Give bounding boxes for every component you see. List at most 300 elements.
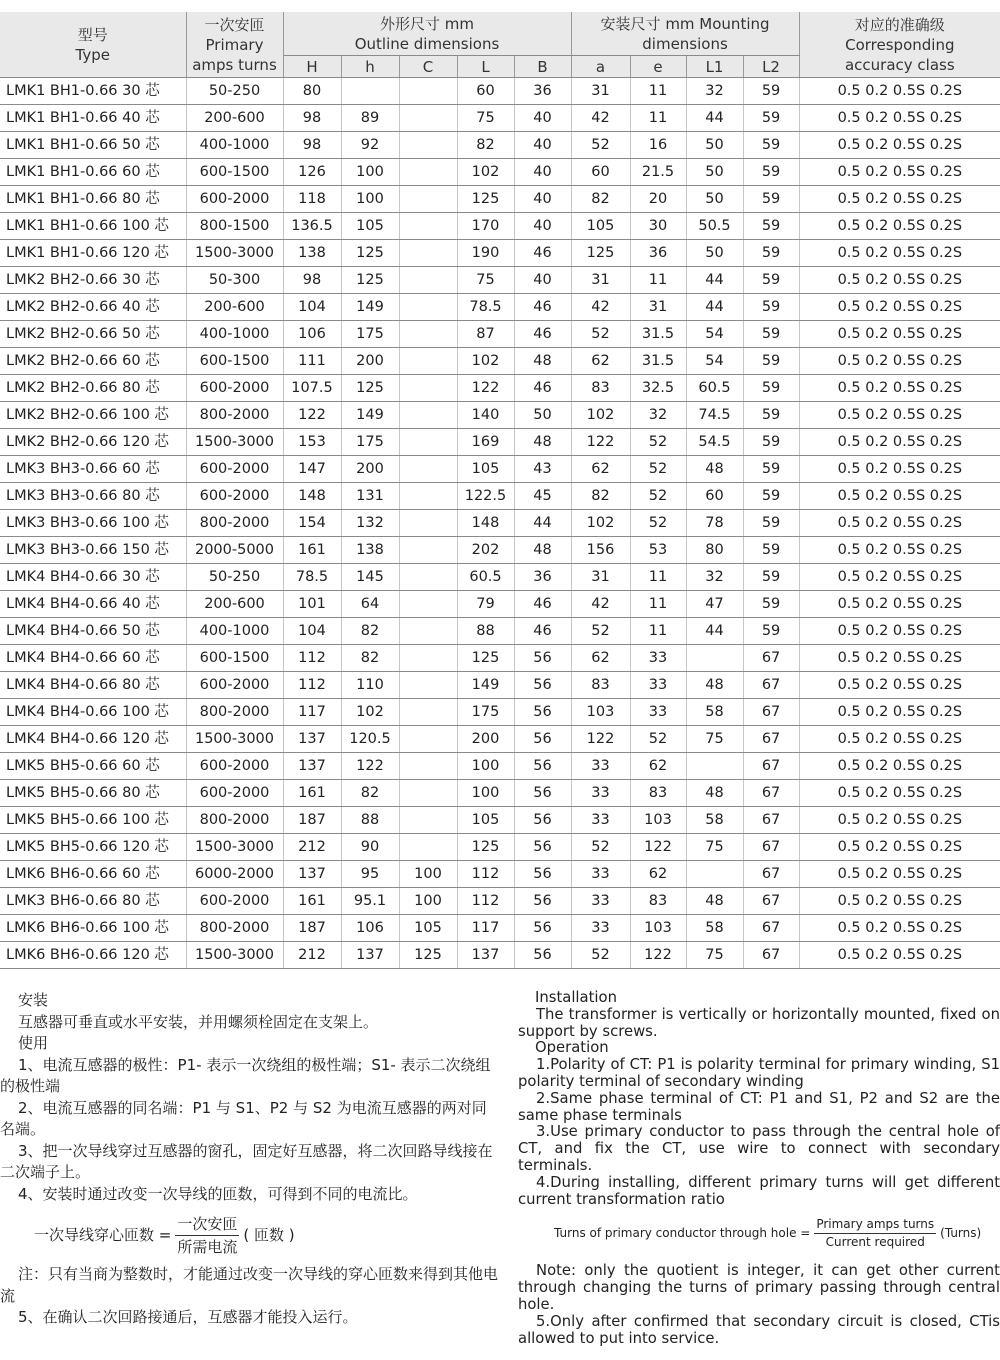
cell-C: 125 bbox=[399, 942, 457, 969]
cell-H: 137 bbox=[283, 861, 341, 888]
table-row bbox=[0, 645, 1000, 672]
cell-e: 20 bbox=[630, 186, 686, 213]
cell-type: LMK6 BH6-0.66 120 芯 bbox=[0, 942, 186, 969]
table-row bbox=[0, 105, 1000, 132]
cell-L1: 50 bbox=[686, 132, 743, 159]
cell-e: 122 bbox=[630, 942, 686, 969]
cell-primary-amps: 1500-3000 bbox=[186, 942, 283, 969]
cell-a: 62 bbox=[571, 348, 630, 375]
cell-L: 200 bbox=[457, 726, 514, 753]
formula-fraction-en bbox=[814, 1216, 936, 1251]
cell-a: 60 bbox=[571, 159, 630, 186]
cell-primary-amps: 600-2000 bbox=[186, 483, 283, 510]
cell-L2: 59 bbox=[743, 348, 799, 375]
cell-type: LMK1 BH1-0.66 40 芯 bbox=[0, 105, 186, 132]
note-en: Note: only the quotient is integer, it can get other current through changing the turns of primary passing through central hole. bbox=[518, 1262, 1000, 1313]
cell-e: 30 bbox=[630, 213, 686, 240]
cell-B: 56 bbox=[514, 834, 571, 861]
cell-a: 33 bbox=[571, 861, 630, 888]
table-row bbox=[0, 402, 1000, 429]
install-title-cn: 安装 bbox=[18, 991, 49, 1009]
cell-a: 31 bbox=[571, 78, 630, 105]
cell-H: 106 bbox=[283, 321, 341, 348]
cell-accuracy-class: 0.5 0.2 0.5S 0.2S bbox=[799, 78, 1000, 105]
table-row bbox=[0, 564, 1000, 591]
cell-C bbox=[399, 78, 457, 105]
cell-C bbox=[399, 105, 457, 132]
cell-H: 104 bbox=[283, 618, 341, 645]
cell-C bbox=[399, 348, 457, 375]
cell-primary-amps: 50-250 bbox=[186, 78, 283, 105]
cell-primary-amps: 200-600 bbox=[186, 294, 283, 321]
table-row bbox=[0, 672, 1000, 699]
cell-a: 62 bbox=[571, 645, 630, 672]
cell-C bbox=[399, 267, 457, 294]
cell-e: 33 bbox=[630, 645, 686, 672]
cell-B: 56 bbox=[514, 888, 571, 915]
cell-L2: 59 bbox=[743, 591, 799, 618]
cell-a: 33 bbox=[571, 888, 630, 915]
cell-primary-amps: 600-1500 bbox=[186, 645, 283, 672]
cell-C bbox=[399, 483, 457, 510]
cell-a: 83 bbox=[571, 672, 630, 699]
cell-C bbox=[399, 159, 457, 186]
cell-type: LMK2 BH2-0.66 40 芯 bbox=[0, 294, 186, 321]
cell-B: 56 bbox=[514, 753, 571, 780]
cell-type: LMK6 BH6-0.66 60 芯 bbox=[0, 861, 186, 888]
cell-L2: 59 bbox=[743, 510, 799, 537]
cell-h: 175 bbox=[341, 321, 399, 348]
header-outline-dimensions: 外形尺寸 mm Outline dimensions bbox=[283, 12, 571, 56]
table-row bbox=[0, 915, 1000, 942]
cell-h: 82 bbox=[341, 618, 399, 645]
cell-e: 11 bbox=[630, 267, 686, 294]
table-row bbox=[0, 321, 1000, 348]
cell-a: 42 bbox=[571, 105, 630, 132]
cell-type: LMK4 BH4-0.66 40 芯 bbox=[0, 591, 186, 618]
cell-L1: 58 bbox=[686, 699, 743, 726]
cell-L: 105 bbox=[457, 456, 514, 483]
notes-english bbox=[518, 990, 1000, 1347]
table-row bbox=[0, 591, 1000, 618]
cell-accuracy-class: 0.5 0.2 0.5S 0.2S bbox=[799, 186, 1000, 213]
cell-accuracy-class: 0.5 0.2 0.5S 0.2S bbox=[799, 753, 1000, 780]
table-row bbox=[0, 807, 1000, 834]
cell-L1: 44 bbox=[686, 618, 743, 645]
cell-L1: 54 bbox=[686, 348, 743, 375]
cell-L: 102 bbox=[457, 159, 514, 186]
cell-e: 11 bbox=[630, 78, 686, 105]
cell-h: 149 bbox=[341, 294, 399, 321]
cell-B: 56 bbox=[514, 672, 571, 699]
cell-B: 56 bbox=[514, 915, 571, 942]
cell-h: 132 bbox=[341, 510, 399, 537]
cell-H: 136.5 bbox=[283, 213, 341, 240]
cell-L: 100 bbox=[457, 753, 514, 780]
cell-B: 40 bbox=[514, 213, 571, 240]
cell-H: 101 bbox=[283, 591, 341, 618]
cell-h: 102 bbox=[341, 699, 399, 726]
cell-L1: 50 bbox=[686, 159, 743, 186]
cell-H: 78.5 bbox=[283, 564, 341, 591]
cell-L1: 80 bbox=[686, 537, 743, 564]
table-row bbox=[0, 753, 1000, 780]
cell-a: 52 bbox=[571, 132, 630, 159]
cell-H: 117 bbox=[283, 699, 341, 726]
cell-accuracy-class: 0.5 0.2 0.5S 0.2S bbox=[799, 105, 1000, 132]
formula-numerator-cn: 一次安匝 bbox=[175, 1213, 239, 1236]
cell-B: 56 bbox=[514, 861, 571, 888]
cell-L1: 48 bbox=[686, 456, 743, 483]
cell-B: 48 bbox=[514, 348, 571, 375]
cell-type: LMK2 BH2-0.66 30 芯 bbox=[0, 267, 186, 294]
cell-a: 42 bbox=[571, 294, 630, 321]
cell-accuracy-class: 0.5 0.2 0.5S 0.2S bbox=[799, 240, 1000, 267]
cell-L: 190 bbox=[457, 240, 514, 267]
cell-a: 82 bbox=[571, 483, 630, 510]
use-item-1-cn: 1、电流互感器的极性：P1- 表示一次绕组的极性端；S1- 表示二次绕组的极性端 bbox=[0, 1055, 491, 1095]
subheader-B: B bbox=[514, 56, 571, 78]
cell-L1: 50.5 bbox=[686, 213, 743, 240]
cell-L2: 67 bbox=[743, 699, 799, 726]
cell-C bbox=[399, 213, 457, 240]
cell-L: 169 bbox=[457, 429, 514, 456]
cell-L1: 48 bbox=[686, 888, 743, 915]
cell-C: 100 bbox=[399, 888, 457, 915]
cell-e: 52 bbox=[630, 510, 686, 537]
cell-L1: 32 bbox=[686, 564, 743, 591]
cell-h: 95 bbox=[341, 861, 399, 888]
cell-L1 bbox=[686, 753, 743, 780]
cell-h: 131 bbox=[341, 483, 399, 510]
cell-L: 105 bbox=[457, 807, 514, 834]
formula-denominator-en: Current required bbox=[825, 1235, 925, 1250]
cell-L: 125 bbox=[457, 834, 514, 861]
table-row bbox=[0, 294, 1000, 321]
cell-accuracy-class: 0.5 0.2 0.5S 0.2S bbox=[799, 402, 1000, 429]
cell-H: 107.5 bbox=[283, 375, 341, 402]
cell-L: 149 bbox=[457, 672, 514, 699]
cell-C bbox=[399, 456, 457, 483]
cell-L2: 59 bbox=[743, 402, 799, 429]
cell-H: 212 bbox=[283, 942, 341, 969]
cell-H: 98 bbox=[283, 132, 341, 159]
cell-accuracy-class: 0.5 0.2 0.5S 0.2S bbox=[799, 942, 1000, 969]
cell-e: 32.5 bbox=[630, 375, 686, 402]
cell-e: 52 bbox=[630, 726, 686, 753]
cell-L: 60 bbox=[457, 78, 514, 105]
cell-accuracy-class: 0.5 0.2 0.5S 0.2S bbox=[799, 861, 1000, 888]
cell-type: LMK5 BH5-0.66 80 芯 bbox=[0, 780, 186, 807]
cell-e: 11 bbox=[630, 618, 686, 645]
cell-e: 52 bbox=[630, 429, 686, 456]
table-row bbox=[0, 456, 1000, 483]
formula-unit-cn: ( 匝数 ) bbox=[243, 1225, 295, 1244]
cell-a: 52 bbox=[571, 942, 630, 969]
table-row bbox=[0, 483, 1000, 510]
cell-h: 175 bbox=[341, 429, 399, 456]
cell-B: 40 bbox=[514, 186, 571, 213]
cell-primary-amps: 1500-3000 bbox=[186, 240, 283, 267]
cell-primary-amps: 800-2000 bbox=[186, 402, 283, 429]
cell-accuracy-class: 0.5 0.2 0.5S 0.2S bbox=[799, 537, 1000, 564]
cell-C bbox=[399, 753, 457, 780]
cell-B: 40 bbox=[514, 159, 571, 186]
cell-type: LMK1 BH1-0.66 50 芯 bbox=[0, 132, 186, 159]
cell-a: 33 bbox=[571, 915, 630, 942]
cell-L1 bbox=[686, 861, 743, 888]
cell-H: 137 bbox=[283, 726, 341, 753]
cell-primary-amps: 600-2000 bbox=[186, 456, 283, 483]
cell-H: 153 bbox=[283, 429, 341, 456]
cell-a: 42 bbox=[571, 591, 630, 618]
cell-e: 62 bbox=[630, 861, 686, 888]
cell-L: 87 bbox=[457, 321, 514, 348]
cell-H: 98 bbox=[283, 105, 341, 132]
cell-h: 120.5 bbox=[341, 726, 399, 753]
cell-e: 21.5 bbox=[630, 159, 686, 186]
cell-L2: 67 bbox=[743, 888, 799, 915]
cell-accuracy-class: 0.5 0.2 0.5S 0.2S bbox=[799, 213, 1000, 240]
cell-C bbox=[399, 132, 457, 159]
cell-primary-amps: 1500-3000 bbox=[186, 429, 283, 456]
cell-H: 161 bbox=[283, 780, 341, 807]
cell-L1: 50 bbox=[686, 186, 743, 213]
cell-type: LMK5 BH5-0.66 100 芯 bbox=[0, 807, 186, 834]
cell-primary-amps: 600-1500 bbox=[186, 159, 283, 186]
cell-L1: 44 bbox=[686, 105, 743, 132]
cell-primary-amps: 6000-2000 bbox=[186, 861, 283, 888]
cell-h: 110 bbox=[341, 672, 399, 699]
cell-a: 52 bbox=[571, 618, 630, 645]
formula-numerator-en: Primary amps turns bbox=[814, 1216, 936, 1234]
cell-L1: 32 bbox=[686, 78, 743, 105]
cell-C bbox=[399, 564, 457, 591]
cell-a: 83 bbox=[571, 375, 630, 402]
cell-L1: 58 bbox=[686, 915, 743, 942]
cell-type: LMK2 BH2-0.66 100 芯 bbox=[0, 402, 186, 429]
cell-a: 103 bbox=[571, 699, 630, 726]
table-row bbox=[0, 942, 1000, 969]
cell-B: 46 bbox=[514, 591, 571, 618]
cell-a: 122 bbox=[571, 726, 630, 753]
cell-L1: 54.5 bbox=[686, 429, 743, 456]
cell-L: 137 bbox=[457, 942, 514, 969]
table-row bbox=[0, 510, 1000, 537]
cell-H: 187 bbox=[283, 807, 341, 834]
table-row bbox=[0, 213, 1000, 240]
cell-primary-amps: 800-2000 bbox=[186, 807, 283, 834]
cell-B: 40 bbox=[514, 132, 571, 159]
cell-e: 33 bbox=[630, 699, 686, 726]
cell-B: 36 bbox=[514, 78, 571, 105]
cell-C bbox=[399, 645, 457, 672]
cell-type: LMK4 BH4-0.66 50 芯 bbox=[0, 618, 186, 645]
header-type: 型号 Type bbox=[0, 12, 186, 78]
table-row bbox=[0, 429, 1000, 456]
cell-L2: 59 bbox=[743, 159, 799, 186]
cell-B: 48 bbox=[514, 429, 571, 456]
cell-H: 80 bbox=[283, 78, 341, 105]
cell-type: LMK2 BH2-0.66 120 芯 bbox=[0, 429, 186, 456]
cell-type: LMK3 BH3-0.66 150 芯 bbox=[0, 537, 186, 564]
cell-B: 46 bbox=[514, 375, 571, 402]
cell-type: LMK4 BH4-0.66 60 芯 bbox=[0, 645, 186, 672]
table-row bbox=[0, 159, 1000, 186]
cell-primary-amps: 600-2000 bbox=[186, 186, 283, 213]
cell-L2: 59 bbox=[743, 375, 799, 402]
cell-type: LMK3 BH3-0.66 80 芯 bbox=[0, 483, 186, 510]
cell-h bbox=[341, 78, 399, 105]
cell-B: 56 bbox=[514, 807, 571, 834]
cell-a: 31 bbox=[571, 267, 630, 294]
cell-type: LMK2 BH2-0.66 60 芯 bbox=[0, 348, 186, 375]
cell-h: 106 bbox=[341, 915, 399, 942]
note-cn: 注：只有当商为整数时，才能通过改变一次导线的穿心匝数来得到其他电流 bbox=[0, 1265, 499, 1305]
notes-chinese bbox=[0, 990, 500, 1329]
cell-type: LMK2 BH2-0.66 50 芯 bbox=[0, 321, 186, 348]
table-row bbox=[0, 267, 1000, 294]
cell-accuracy-class: 0.5 0.2 0.5S 0.2S bbox=[799, 807, 1000, 834]
table-row bbox=[0, 186, 1000, 213]
cell-type: LMK5 BH5-0.66 120 芯 bbox=[0, 834, 186, 861]
cell-h: 125 bbox=[341, 375, 399, 402]
cell-primary-amps: 800-2000 bbox=[186, 915, 283, 942]
use-item-4-cn: 4、安装时通过改变一次导线的匝数，可得到不同的电流比。 bbox=[18, 1184, 418, 1203]
cell-type: LMK4 BH4-0.66 100 芯 bbox=[0, 699, 186, 726]
cell-L1 bbox=[686, 645, 743, 672]
cell-accuracy-class: 0.5 0.2 0.5S 0.2S bbox=[799, 483, 1000, 510]
cell-H: 118 bbox=[283, 186, 341, 213]
cell-e: 11 bbox=[630, 105, 686, 132]
cell-h: 125 bbox=[341, 267, 399, 294]
cell-B: 56 bbox=[514, 726, 571, 753]
cell-L: 140 bbox=[457, 402, 514, 429]
cell-h: 138 bbox=[341, 537, 399, 564]
cell-B: 50 bbox=[514, 402, 571, 429]
cell-e: 31.5 bbox=[630, 348, 686, 375]
use-item-3-en: 3.Use primary conductor to pass through the central hole of CT, and fix the CT, use wire to connect with secondary terminals. bbox=[518, 1123, 1000, 1174]
cell-accuracy-class: 0.5 0.2 0.5S 0.2S bbox=[799, 834, 1000, 861]
cell-accuracy-class: 0.5 0.2 0.5S 0.2S bbox=[799, 510, 1000, 537]
cell-type: LMK1 BH1-0.66 60 芯 bbox=[0, 159, 186, 186]
cell-L2: 59 bbox=[743, 321, 799, 348]
cell-B: 48 bbox=[514, 537, 571, 564]
cell-L2: 59 bbox=[743, 618, 799, 645]
cell-primary-amps: 800-2000 bbox=[186, 699, 283, 726]
spec-table bbox=[0, 12, 1000, 969]
cell-accuracy-class: 0.5 0.2 0.5S 0.2S bbox=[799, 726, 1000, 753]
cell-e: 122 bbox=[630, 834, 686, 861]
cell-L2: 59 bbox=[743, 213, 799, 240]
cell-type: LMK1 BH1-0.66 120 芯 bbox=[0, 240, 186, 267]
cell-e: 103 bbox=[630, 807, 686, 834]
cell-e: 52 bbox=[630, 456, 686, 483]
formula-left-en: Turns of primary conductor through hole = bbox=[554, 1226, 811, 1241]
cell-C bbox=[399, 672, 457, 699]
use-item-3-cn: 3、把一次导线穿过互感器的窗孔，固定好互感器，将二次回路导线接在二次端子上。 bbox=[0, 1141, 493, 1181]
cell-C: 105 bbox=[399, 915, 457, 942]
cell-L: 88 bbox=[457, 618, 514, 645]
cell-H: 98 bbox=[283, 267, 341, 294]
cell-L2: 67 bbox=[743, 672, 799, 699]
cell-primary-amps: 800-1500 bbox=[186, 213, 283, 240]
cell-a: 33 bbox=[571, 807, 630, 834]
formula-fraction-cn bbox=[175, 1213, 239, 1258]
cell-h: 105 bbox=[341, 213, 399, 240]
subheader-L2: L2 bbox=[743, 56, 799, 78]
cell-L2: 59 bbox=[743, 429, 799, 456]
cell-type: LMK1 BH1-0.66 100 芯 bbox=[0, 213, 186, 240]
cell-L1: 75 bbox=[686, 726, 743, 753]
cell-accuracy-class: 0.5 0.2 0.5S 0.2S bbox=[799, 591, 1000, 618]
header-accuracy-class: 对应的准确级 Corresponding accuracy class bbox=[799, 12, 1000, 78]
table-row bbox=[0, 78, 1000, 105]
cell-H: 112 bbox=[283, 672, 341, 699]
cell-a: 33 bbox=[571, 753, 630, 780]
cell-h: 89 bbox=[341, 105, 399, 132]
table-row bbox=[0, 861, 1000, 888]
cell-h: 90 bbox=[341, 834, 399, 861]
cell-L2: 59 bbox=[743, 483, 799, 510]
cell-e: 33 bbox=[630, 672, 686, 699]
cell-L2: 67 bbox=[743, 807, 799, 834]
cell-C bbox=[399, 807, 457, 834]
cell-e: 16 bbox=[630, 132, 686, 159]
cell-h: 100 bbox=[341, 159, 399, 186]
cell-primary-amps: 200-600 bbox=[186, 105, 283, 132]
cell-e: 36 bbox=[630, 240, 686, 267]
cell-H: 126 bbox=[283, 159, 341, 186]
cell-L2: 59 bbox=[743, 240, 799, 267]
cell-primary-amps: 200-600 bbox=[186, 591, 283, 618]
cell-h: 95.1 bbox=[341, 888, 399, 915]
cell-L2: 59 bbox=[743, 564, 799, 591]
cell-accuracy-class: 0.5 0.2 0.5S 0.2S bbox=[799, 375, 1000, 402]
cell-h: 100 bbox=[341, 186, 399, 213]
cell-H: 161 bbox=[283, 888, 341, 915]
use-item-2-cn: 2、电流互感器的同名端：P1 与 S1、P2 与 S2 为电流互感器的两对同名端。 bbox=[0, 1098, 487, 1138]
cell-accuracy-class: 0.5 0.2 0.5S 0.2S bbox=[799, 780, 1000, 807]
cell-e: 83 bbox=[630, 888, 686, 915]
cell-L2: 67 bbox=[743, 942, 799, 969]
cell-L2: 67 bbox=[743, 915, 799, 942]
cell-h: 145 bbox=[341, 564, 399, 591]
cell-L1: 44 bbox=[686, 267, 743, 294]
use-title-cn: 使用 bbox=[18, 1034, 49, 1052]
cell-L1: 58 bbox=[686, 807, 743, 834]
cell-primary-amps: 2000-5000 bbox=[186, 537, 283, 564]
formula-unit-en: (Turns) bbox=[940, 1226, 982, 1241]
cell-accuracy-class: 0.5 0.2 0.5S 0.2S bbox=[799, 645, 1000, 672]
cell-type: LMK1 BH1-0.66 80 芯 bbox=[0, 186, 186, 213]
cell-type: LMK4 BH4-0.66 120 芯 bbox=[0, 726, 186, 753]
header-primary-amps: 一次安匝 Primary amps turns bbox=[186, 12, 283, 78]
cell-B: 44 bbox=[514, 510, 571, 537]
cell-B: 56 bbox=[514, 780, 571, 807]
cell-accuracy-class: 0.5 0.2 0.5S 0.2S bbox=[799, 456, 1000, 483]
table-row bbox=[0, 240, 1000, 267]
cell-primary-amps: 1500-3000 bbox=[186, 834, 283, 861]
subheader-C: C bbox=[399, 56, 457, 78]
cell-accuracy-class: 0.5 0.2 0.5S 0.2S bbox=[799, 294, 1000, 321]
table-row bbox=[0, 618, 1000, 645]
cell-H: 122 bbox=[283, 402, 341, 429]
cell-C bbox=[399, 240, 457, 267]
cell-e: 31 bbox=[630, 294, 686, 321]
cell-accuracy-class: 0.5 0.2 0.5S 0.2S bbox=[799, 267, 1000, 294]
cell-type: LMK2 BH2-0.66 80 芯 bbox=[0, 375, 186, 402]
